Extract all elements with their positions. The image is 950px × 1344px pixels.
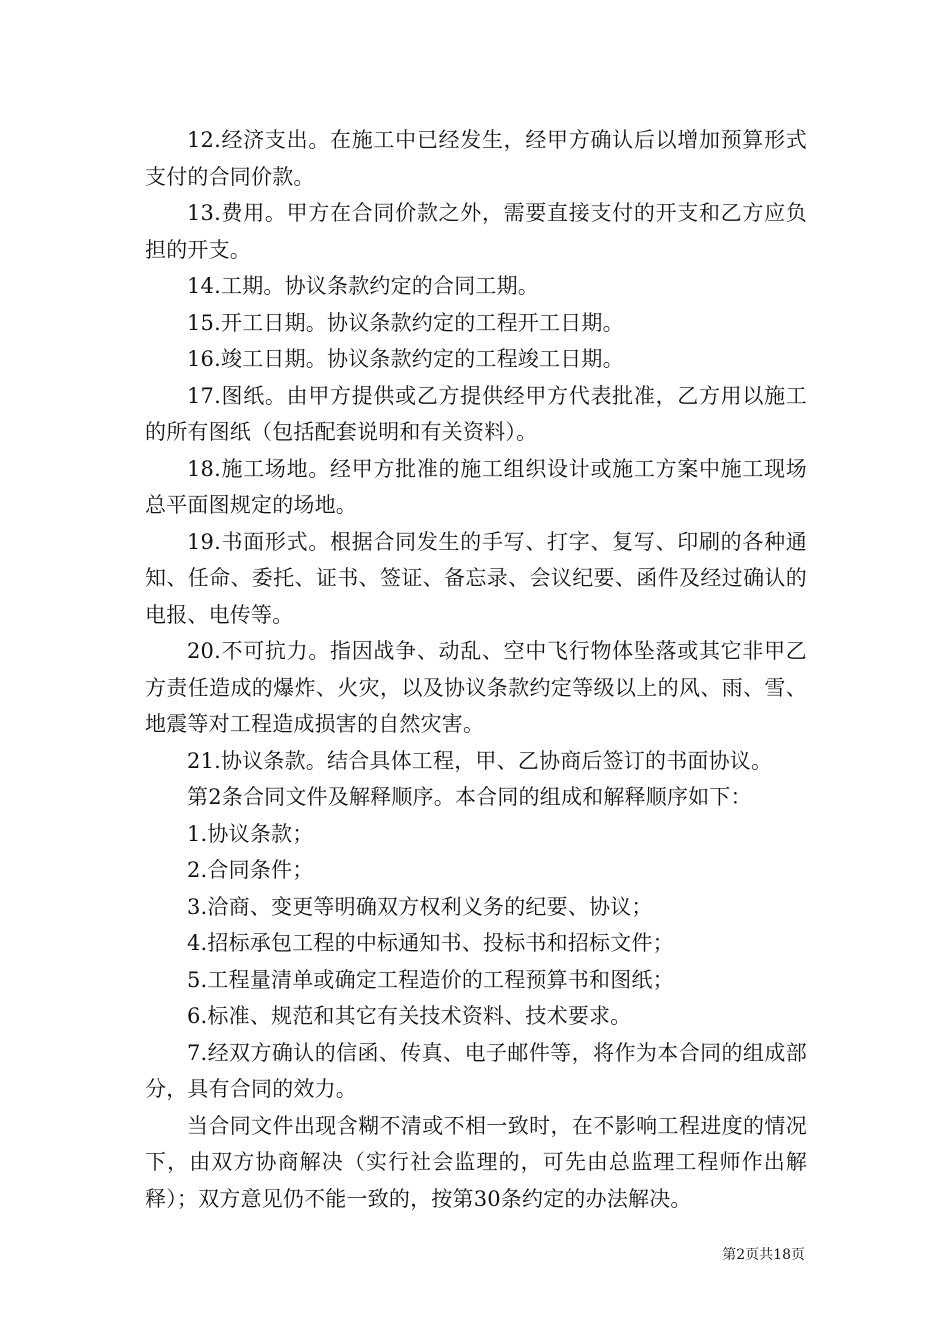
- list-item-7: 7.经双方确认的信函、传真、电子邮件等，将作为本合同的组成部分，具有合同的效力。: [145, 1040, 807, 1101]
- list-item-2: 2.合同条件；: [187, 858, 314, 882]
- paragraph-item-16: 16.竣工日期。协议条款约定的工程竣工日期。: [187, 347, 624, 371]
- article-2-heading: 第2条合同文件及解释顺序。本合同的组成和解释顺序如下：: [187, 785, 752, 809]
- list-item-5: 5.工程量清单或确定工程造价的工程预算书和图纸；: [187, 967, 674, 992]
- list-item-4: 4.招标承包工程的中标通知书、投标书和招标文件；: [187, 931, 674, 955]
- paragraph-item-14: 14.工期。协议条款约定的合同工期。: [187, 274, 539, 298]
- paragraph-item-13: 13.费用。甲方在合同价款之外，需要直接支付的开支和乙方应负担的开支。: [145, 201, 807, 262]
- document-body: [145, 122, 807, 1217]
- list-item-1: 1.协议条款；: [187, 821, 314, 846]
- list-item-3: 3.洽商、变更等明确双方权利义务的纪要、协议；: [187, 894, 653, 919]
- list-item-6: 6.标准、规范和其它有关技术资料、技术要求。: [187, 1004, 632, 1028]
- paragraph-item-18: 18.施工场地。经甲方批准的施工组织设计或施工方案中施工现场总平面图规定的场地。: [145, 456, 807, 517]
- page-number: 第2页共18页: [722, 1247, 805, 1263]
- paragraph-item-19: 19.书面形式。根据合同发生的手写、打字、复写、印刷的各种通知、任命、委托、证书、签证、备忘录、会议纪要、函件及经过确认的电报、电传等。: [145, 529, 807, 627]
- paragraph-item-20: 20.不可抗力。指因战争、动乱、空中飞行物体坠落或其它非甲乙方责任造成的爆炸、火灾，以及协议条款约定等级以上的风、雨、雪、地震等对工程造成损害的自然灾害。: [145, 639, 807, 736]
- paragraph-item-17: 17.图纸。由甲方提供或乙方提供经甲方代表批准，乙方用以施工的所有图纸（包括配套说明和有关资料）。: [145, 383, 807, 444]
- paragraph-item-21: 21.协议条款。结合具体工程，甲、乙协商后签订的书面协议。: [187, 748, 773, 773]
- closing-paragraph: 当合同文件出现含糊不清或不相一致时，在不影响工程进度的情况下，由双方协商解决（实行社会监理的，可先由总监理工程师作出解释）；双方意见仍不能一致的，按第30条约定的办法解决。: [145, 1113, 807, 1211]
- paragraph-item-12: 12.经济支出。在施工中已经发生，经甲方确认后以增加预算形式支付的合同价款。: [145, 128, 807, 189]
- paragraph-item-15: 15.开工日期。协议条款约定的工程开工日期。: [187, 310, 624, 335]
